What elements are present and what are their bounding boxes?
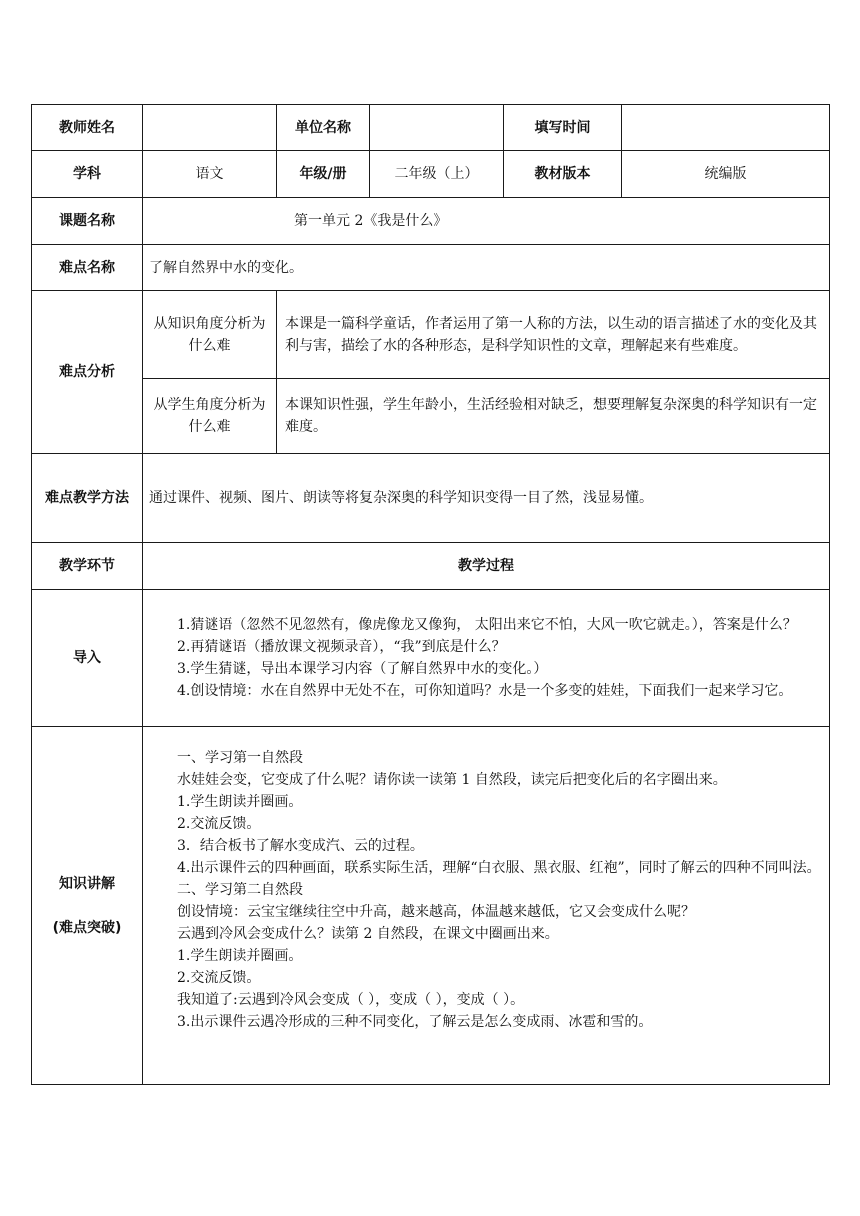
analysis-row-knowledge [32,291,830,379]
analysis-row-student [32,379,830,454]
knowledge-angle-label: 从知识角度分析为什么难 [143,291,277,379]
process-header-row [32,543,830,590]
topic-row [32,198,830,245]
difficulty-label: 难点名称 [32,245,143,291]
student-angle-text [277,379,830,454]
knowledge-row [32,727,830,1085]
knowledge-line: 水娃娃会变，它变成了什么呢？请你读一读第 1 自然段，读完后把变化后的名字圈出来。 [177,772,727,788]
knowledge-line: 我知道了:云遇到冷风会变成（ ），变成（ ），变成（ ）。 [177,992,525,1008]
knowledge-line: 一、学习第一自然段 [177,750,303,766]
student-angle-paragraph: 本课知识性强，学生年龄小，生活经验相对缺乏，想要理解复杂深奥的科学知识有一定难度。 [285,397,817,435]
topic-value: 第一单元 2《我是什么》 [143,198,830,245]
method-row [32,454,830,543]
knowledge-line: 4.出示课件云的四种画面，联系实际生活，理解“白衣服、黑衣服、红袍”，同时了解云的四种不同叫法。 [177,860,821,876]
unit-name-value [370,105,504,151]
subject-row [32,151,830,198]
subject-label: 学科 [32,151,143,198]
edition-label: 教材版本 [504,151,622,198]
knowledge-line: 3．结合板书了解水变成汽、云的过程。 [177,838,424,854]
knowledge-sublabel: (难点突破) [52,919,122,936]
lesson-plan-table [31,104,830,1085]
knowledge-content [143,727,830,1085]
knowledge-angle-paragraph: 本课是一篇科学童话，作者运用了第一人称的方法，以生动的语言描述了水的变化及其利与害，描绘了水的各种形态，是科学知识性的文章，理解起来有些难度。 [285,315,817,354]
knowledge-label-cell [32,727,143,1085]
method-text: 通过课件、视频、图片、朗读等将复杂深奥的科学知识变得一目了然，浅显易懂。 [143,454,830,543]
knowledge-line: 2.交流反馈。 [177,816,261,832]
intro-content [143,590,830,727]
process-title: 教学过程 [143,543,830,590]
difficulty-value: 了解自然界中水的变化。 [143,245,830,291]
intro-label: 导入 [32,590,143,727]
process-step-label: 教学环节 [32,543,143,590]
intro-item: 1.猜谜语（忽然不见忽然有，像虎像龙又像狗， 太阳出来它不怕，大风一吹它就走。），答案是什么？ [177,617,797,633]
intro-row [32,590,830,727]
topic-label: 课题名称 [32,198,143,245]
fill-time-label: 填写时间 [504,105,622,151]
intro-item: 4.创设情境：水在自然界中无处不在，可你知道吗？水是一个多变的娃娃，下面我们一起来学习它。 [177,683,793,699]
teacher-name-label: 教师姓名 [32,105,143,151]
knowledge-line: 云遇到冷风会变成什么？读第 2 自然段，在课文中圈画出来。 [177,926,559,942]
unit-name-label: 单位名称 [277,105,370,151]
student-angle-label: 从学生角度分析为什么难 [143,379,277,454]
knowledge-label: 知识讲解 [59,875,115,892]
intro-item: 3.学生猜谜，导出本课学习内容（了解自然界中水的变化。） [177,661,548,677]
grade-value: 二年级（上） [370,151,504,198]
knowledge-line: 2.交流反馈。 [177,970,261,986]
knowledge-line: 1.学生朗读并圈画。 [177,948,303,964]
method-label: 难点教学方法 [32,454,143,543]
subject-value: 语文 [143,151,277,198]
grade-label: 年级/册 [277,151,370,198]
teacher-name-value [143,105,277,151]
fill-time-value [622,105,830,151]
header-row [32,105,830,151]
knowledge-line: 创设情境：云宝宝继续往空中升高，越来越高，体温越来越低，它又会变成什么呢？ [177,904,695,920]
intro-item: 2.再猜谜语（播放课文视频录音），“我”到底是什么？ [177,639,506,655]
edition-value: 统编版 [622,151,830,198]
knowledge-angle-text [277,291,830,379]
analysis-label: 难点分析 [32,291,143,454]
difficulty-row [32,245,830,291]
knowledge-line: 3.出示课件云遇冷形成的三种不同变化，了解云是怎么变成雨、冰雹和雪的。 [177,1014,653,1030]
knowledge-line: 二、学习第二自然段 [177,882,303,898]
knowledge-line: 1.学生朗读并圈画。 [177,794,303,810]
